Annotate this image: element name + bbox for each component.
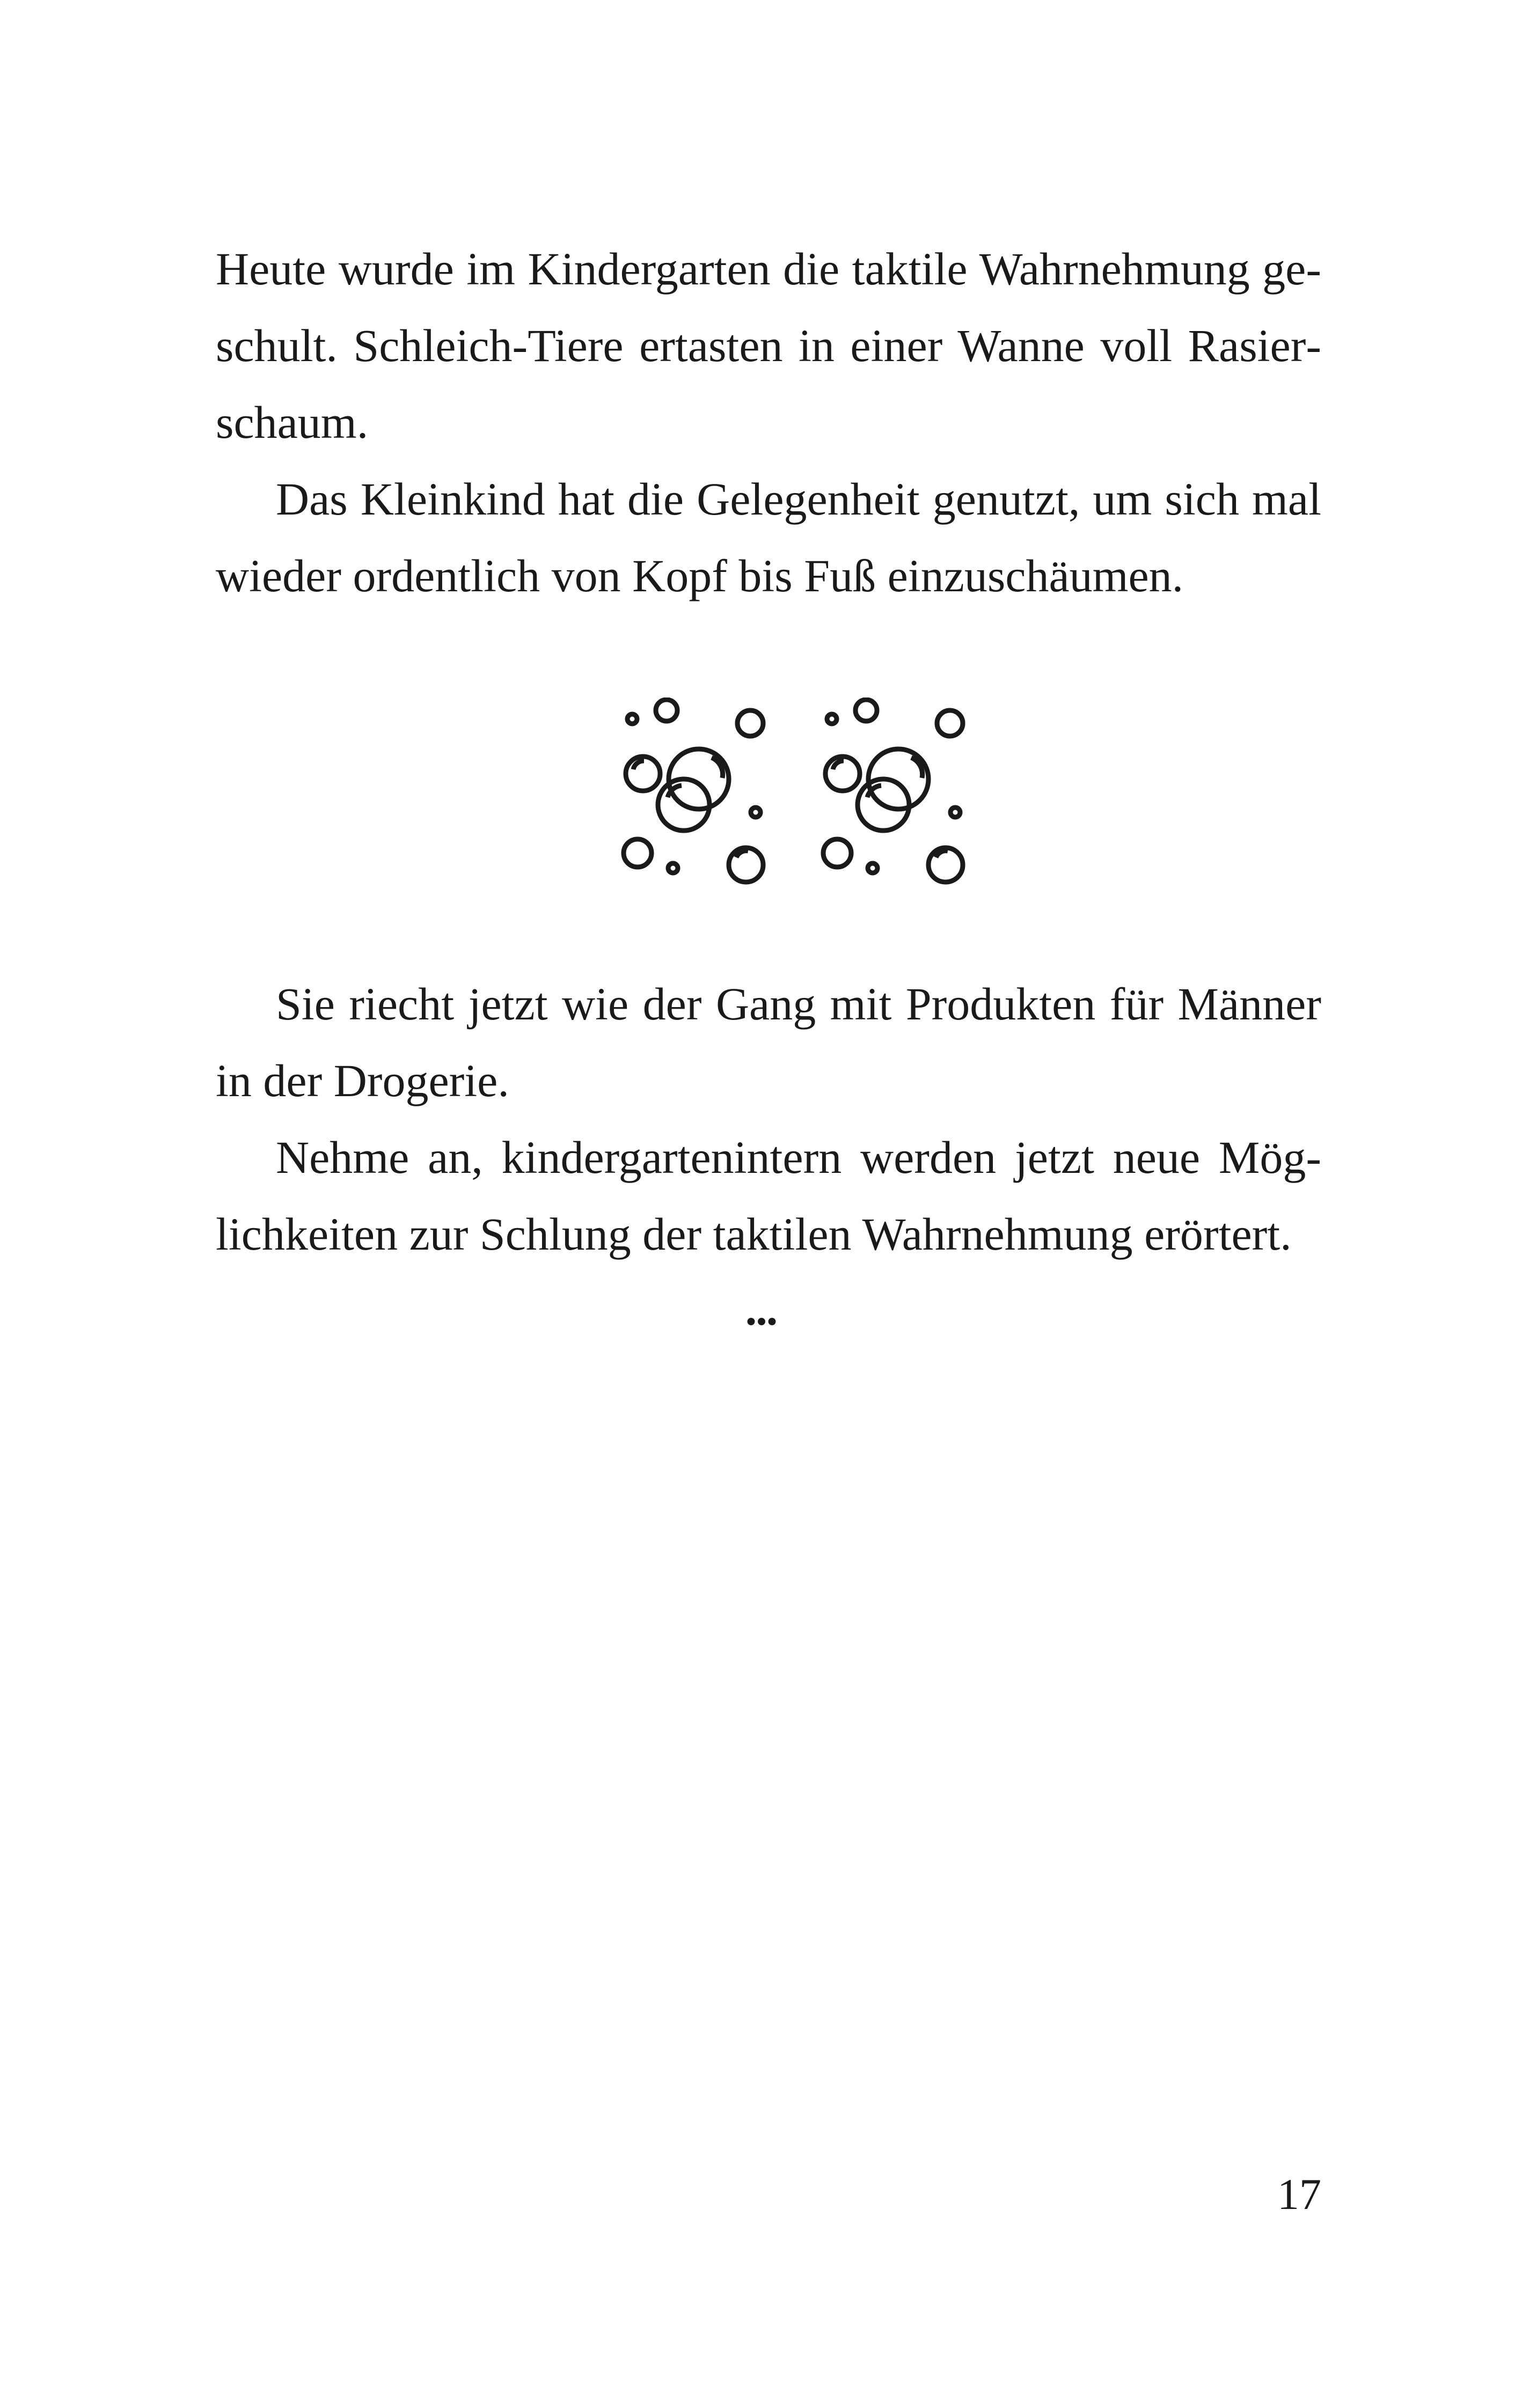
text-block-top	[216, 231, 1321, 614]
text-block-bottom	[216, 966, 1321, 1273]
section-ellipsis: ...	[745, 1283, 777, 1335]
soap-bubbles-ornament	[617, 698, 982, 891]
paragraph-4: Nehme an, kindergartenintern werden jetzt neue Möglichkeiten zur Schlung der taktilen Wahrnehmung erörtert.	[216, 1132, 1321, 1260]
paragraph-1: Heute wurde im Kindergarten die taktile Wahrnehmung geschult. Schleich-Tiere ertasten in einer Wanne voll Rasierschaum.	[216, 243, 1321, 448]
soap-bubbles-icon	[624, 700, 763, 882]
paragraph-3: Sie riecht jetzt wie der Gang mit Produkten für Männer in der Drogerie.	[216, 978, 1321, 1106]
paragraph-2: Das Kleinkind hat die Gelegenheit genutzt, um sich mal wieder ordentlich von Kopf bis Fuß einzuschäumen.	[216, 473, 1321, 601]
soap-bubbles-icon	[823, 700, 963, 882]
page-number: 17	[1277, 2170, 1321, 2219]
